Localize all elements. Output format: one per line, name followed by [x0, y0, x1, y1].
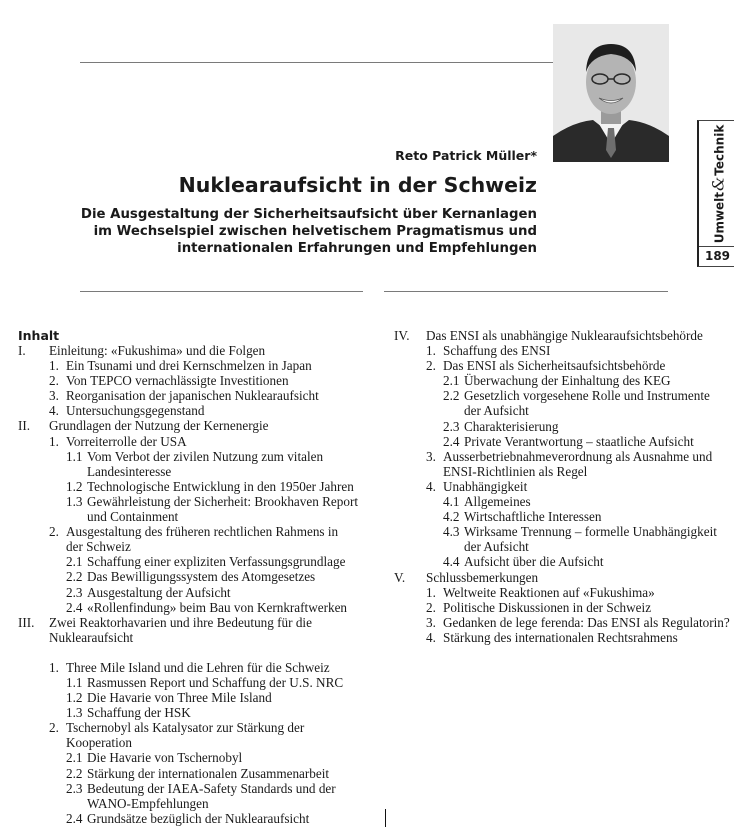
author-portrait — [553, 24, 669, 162]
toc-spacer — [18, 645, 373, 660]
toc-entry: 2.4 Private Verantwortung – staatliche Aufsicht — [443, 433, 694, 449]
toc-heading: Inhalt — [18, 328, 60, 343]
toc-entry: 1.3 Schaffung der HSK — [66, 705, 191, 721]
toc-entry: 1.2 Technologische Entwicklung in den 1950er Jahren — [66, 478, 354, 494]
toc-entry: 1. Schaffung des ENSI — [426, 343, 551, 359]
toc-entry: 2.2 Stärkung der internationalen Zusammenarbeit — [66, 765, 330, 781]
toc-entry: 2. Tschernobyl als Katalysator zur Stärkung der Kooperation — [49, 720, 305, 751]
toc-entry: 2.2 Das Bewilligungssystem des Atomgesetzes — [66, 569, 316, 585]
subtitle-line: internationalen Erfahrungen und Empfehlungen — [177, 241, 537, 256]
toc-entry: I. Einleitung: «Fukushima» und die Folgen — [18, 343, 266, 358]
toc-entry: 1. Weltweite Reaktionen auf «Fukushima» — [426, 584, 655, 600]
divider-left — [80, 291, 363, 292]
top-rule — [80, 62, 553, 63]
toc-entry: 2.1 Überwachung der Einhaltung des KEG — [443, 373, 671, 389]
toc-entry: 2.1 Schaffung einer expliziten Verfassungsgrundlage — [66, 554, 346, 570]
toc-entry: 4.4 Aufsicht über die Aufsicht — [443, 554, 604, 570]
toc-right-column — [394, 328, 734, 645]
section-tab-word-technik: Technik — [712, 124, 726, 176]
toc-entry: 1. Ein Tsunami und drei Kernschmelzen in Japan — [49, 358, 312, 374]
toc-entry: 4.3 Wirksame Trennung – formelle Unabhängigkeit der Aufsicht — [443, 524, 717, 555]
toc-entry: 2. Das ENSI als Sicherheitsaufsichtsbehörde — [426, 358, 666, 374]
toc-entry: 1.2 Die Havarie von Three Mile Island — [66, 690, 272, 706]
toc-entry: 2. Ausgestaltung des früheren rechtlichen Rahmens in der Schweiz — [49, 524, 339, 555]
toc-entry: 2.4 Grundsätze bezüglich der Nuklearaufsicht — [66, 810, 310, 826]
toc-entry: 3. Ausserbetriebnahmeverordnung als Ausnahme und ENSI-Richtlinien als Regel — [426, 448, 713, 479]
toc-entry: 3. Reorganisation der japanischen Nuklearaufsicht — [49, 388, 319, 404]
toc-entry: 1.1 Vom Verbot der zivilen Nutzung zum vitalen Landesinteresse — [66, 448, 324, 479]
article-subtitle — [81, 206, 537, 257]
toc-entry: III. Zwei Reaktorhavarien und ihre Bedeutung für die Nuklearaufsicht — [18, 614, 312, 645]
toc-entry: 4. Unabhängigkeit — [426, 478, 528, 494]
subtitle-line: im Wechselspiel zwischen helvetischem Pragmatismus und — [93, 224, 537, 239]
section-tab — [697, 120, 734, 247]
article-title: Nuklearaufsicht in der Schweiz — [178, 173, 537, 197]
toc-entry: 2.4 «Rollenfindung» beim Bau von Kernkraftwerken — [66, 599, 348, 615]
section-tab-word-umwelt: Umwelt — [712, 191, 726, 243]
toc-entry: 2.2 Gesetzlich vorgesehene Rolle und Instrumente der Aufsicht — [443, 388, 710, 419]
subtitle-line: Die Ausgestaltung der Sicherheitsaufsicht über Kernanlagen — [80, 207, 537, 222]
divider-right — [384, 291, 668, 292]
toc-left-column — [18, 328, 373, 826]
toc-entry: IV. Das ENSI als unabhängige Nuklearaufsichtsbehörde — [394, 328, 703, 343]
author-name: Reto Patrick Müller* — [395, 148, 537, 163]
toc-entry: 4.2 Wirtschaftliche Interessen — [443, 509, 602, 525]
toc-entry: 2. Politische Diskussionen in der Schweiz — [426, 599, 652, 615]
toc-entry: 3. Gedanken de lege ferenda: Das ENSI als Regulatorin? — [426, 614, 730, 630]
toc-entry: 2.3 Charakterisierung — [443, 418, 559, 434]
section-tab-label — [708, 124, 727, 243]
toc-entry: 2.1 Die Havarie von Tschernobyl — [66, 750, 243, 766]
toc-entry: 1. Vorreiterrolle der USA — [49, 433, 187, 449]
toc-entry: 4. Stärkung des internationalen Rechtsrahmens — [426, 629, 678, 645]
toc-entry: 1.1 Rasmussen Report und Schaffung der U.S. NRC — [66, 674, 344, 690]
toc-entry: V. Schlussbemerkungen — [394, 569, 539, 585]
toc-entry: 2.3 Bedeutung der IAEA-Safety Standards und der WANO-Empfehlungen — [66, 780, 336, 811]
toc-entry: 2. Von TEPCO vernachlässigte Investitionen — [49, 373, 289, 389]
toc-entry: 2.3 Ausgestaltung der Aufsicht — [66, 584, 231, 600]
toc-entry: 1. Three Mile Island und die Lehren für die Schweiz — [49, 659, 330, 675]
toc-entry: 4. Untersuchungsgegenstand — [49, 403, 205, 419]
toc-entry: 1.3 Gewährleistung der Sicherheit: Brookhaven Report und Containment — [66, 493, 359, 525]
section-tab-ampersand: & — [708, 176, 727, 191]
page-number: 189 — [697, 246, 734, 267]
text-cursor — [385, 809, 386, 827]
toc-entry: 4.1 Allgemeines — [443, 494, 531, 510]
toc-entry: II. Grundlagen der Nutzung der Kernenergie — [18, 418, 269, 434]
